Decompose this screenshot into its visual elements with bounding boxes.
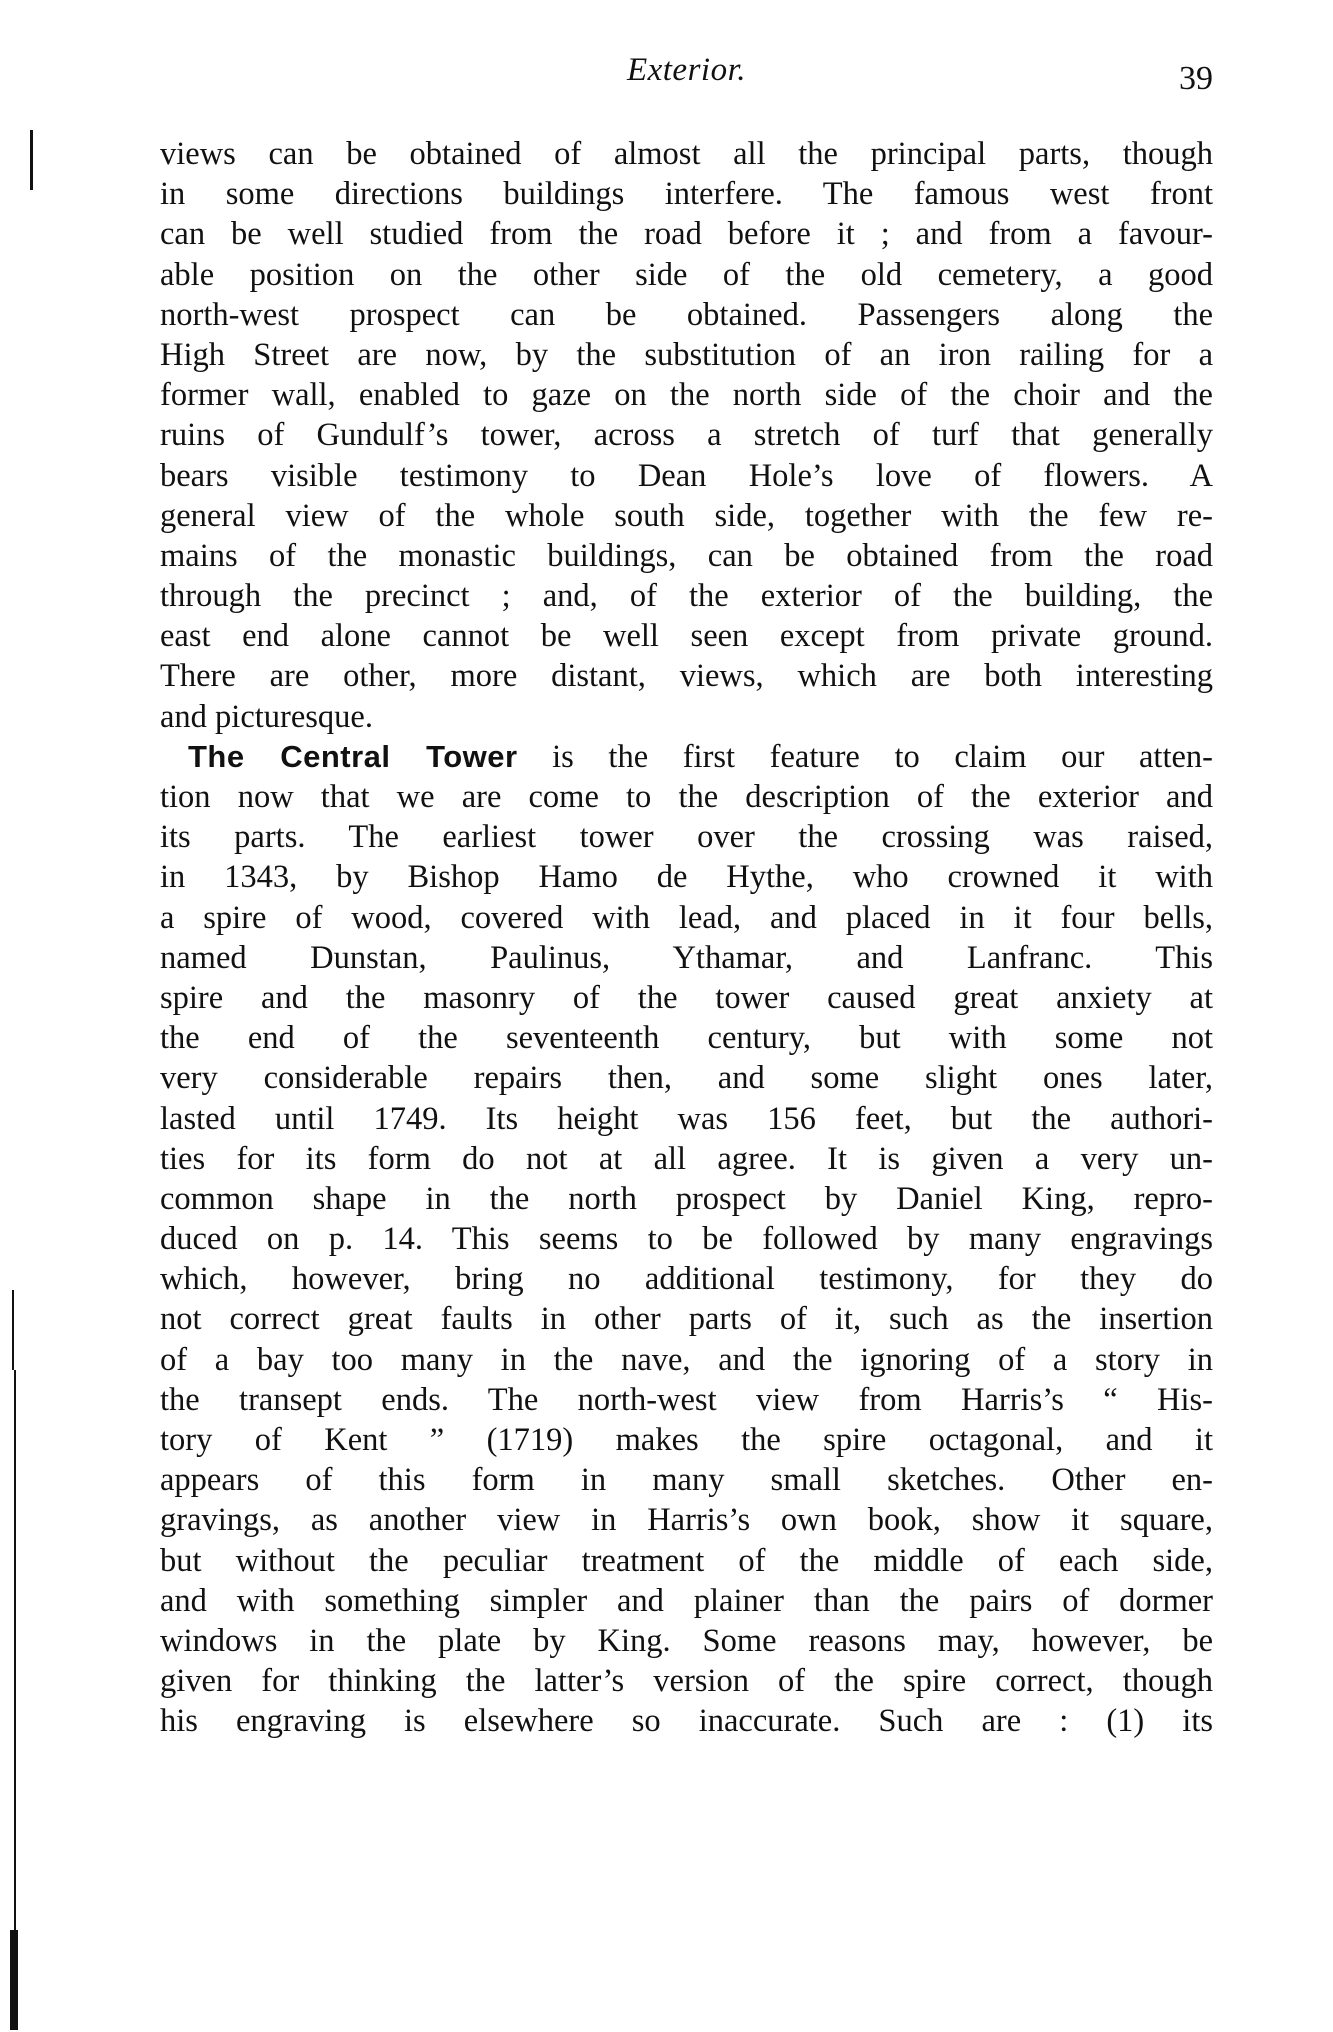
text-line: ties for its form do not at all agree. It is given a very un- xyxy=(160,1140,1213,1177)
text-line: its parts. The earliest tower over the crossing was raised, xyxy=(160,819,1213,856)
section-first-line-text: is the first feature to claim our atten- xyxy=(552,738,1213,775)
text-line: appears of this form in many small sketches. Other en- xyxy=(160,1462,1213,1499)
text-line: windows in the plate by King. Some reasons may, however, be xyxy=(160,1622,1213,1659)
running-title: Exterior. xyxy=(626,52,747,88)
text-line: bears visible testimony to Dean Hole’s love of flowers. A xyxy=(160,457,1213,494)
text-line: able position on the other side of the old cemetery, a good xyxy=(160,256,1213,293)
text-line: of a bay too many in the nave, and the ignoring of a story in xyxy=(160,1341,1213,1378)
text-line: common shape in the north prospect by Daniel King, repro- xyxy=(160,1180,1213,1217)
text-line: east end alone cannot be well seen except from private ground. xyxy=(160,618,1213,655)
scan-edge-mark xyxy=(30,130,33,190)
text-line: through the precinct ; and, of the exterior of the building, the xyxy=(160,578,1213,615)
text-line: named Dunstan, Paulinus, Ythamar, and Lanfranc. This xyxy=(160,939,1213,976)
section-heading: The Central Tower xyxy=(188,738,518,774)
text-line: views can be obtained of almost all the principal parts, though xyxy=(160,136,1213,172)
text-line: spire and the masonry of the tower caused great anxiety at xyxy=(160,979,1213,1016)
scan-edge-mark xyxy=(12,1290,14,1370)
text-line: mains of the monastic buildings, can be obtained from the road xyxy=(160,537,1213,574)
text-line: north-west prospect can be obtained. Passengers along the xyxy=(160,296,1213,333)
text-line: High Street are now, by the substitution of an iron railing for a xyxy=(160,336,1213,373)
text-line: can be well studied from the road before it ; and from a favour- xyxy=(160,216,1213,253)
running-header xyxy=(160,48,1213,97)
scan-edge-mark xyxy=(10,1930,18,2030)
text-line: his engraving is elsewhere so inaccurate. Such are : (1) its xyxy=(160,1703,1213,1740)
text-line: not correct great faults in other parts of it, such as the insertion xyxy=(160,1301,1213,1338)
text-line: the end of the seventeenth century, but with some not xyxy=(160,1020,1213,1057)
text-line: given for thinking the latter’s version of the spire correct, though xyxy=(160,1663,1213,1700)
text-line: in 1343, by Bishop Hamo de Hythe, who crowned it with xyxy=(160,859,1213,896)
text-line: former wall, enabled to gaze on the north side of the choir and the xyxy=(160,377,1213,414)
text-line: in some directions buildings interfere. The famous west front xyxy=(160,176,1213,213)
section-first-line xyxy=(160,737,1213,777)
body-text xyxy=(160,134,1213,1742)
text-line: and picturesque. xyxy=(160,698,373,735)
text-line: gravings, as another view in Harris’s own book, show it square, xyxy=(160,1502,1213,1539)
text-line: the transept ends. The north-west view from Harris’s “ His- xyxy=(160,1381,1213,1418)
scan-edge-mark xyxy=(14,1370,16,1930)
text-line: which, however, bring no additional testimony, for they do xyxy=(160,1261,1213,1298)
text-line: but without the peculiar treatment of the middle of each side, xyxy=(160,1542,1213,1579)
text-line: tion now that we are come to the description of the exterior and xyxy=(160,779,1213,815)
text-line: There are other, more distant, views, which are both interesting xyxy=(160,658,1213,695)
text-line: tory of Kent ” (1719) makes the spire octagonal, and it xyxy=(160,1422,1213,1458)
text-line: and with something simpler and plainer than the pairs of dormer xyxy=(160,1582,1213,1619)
text-line: a spire of wood, covered with lead, and placed in it four bells, xyxy=(160,899,1213,936)
text-line: ruins of Gundulf’s tower, across a stretch of turf that generally xyxy=(160,417,1213,454)
page-number: 39 xyxy=(1179,60,1213,97)
text-line: lasted until 1749. Its height was 156 feet, but the authori- xyxy=(160,1100,1213,1137)
text-line: very considerable repairs then, and some slight ones later, xyxy=(160,1060,1213,1097)
text-line: duced on p. 14. This seems to be followed by many engravings xyxy=(160,1221,1213,1258)
text-line: general view of the whole south side, together with the few re- xyxy=(160,497,1213,534)
